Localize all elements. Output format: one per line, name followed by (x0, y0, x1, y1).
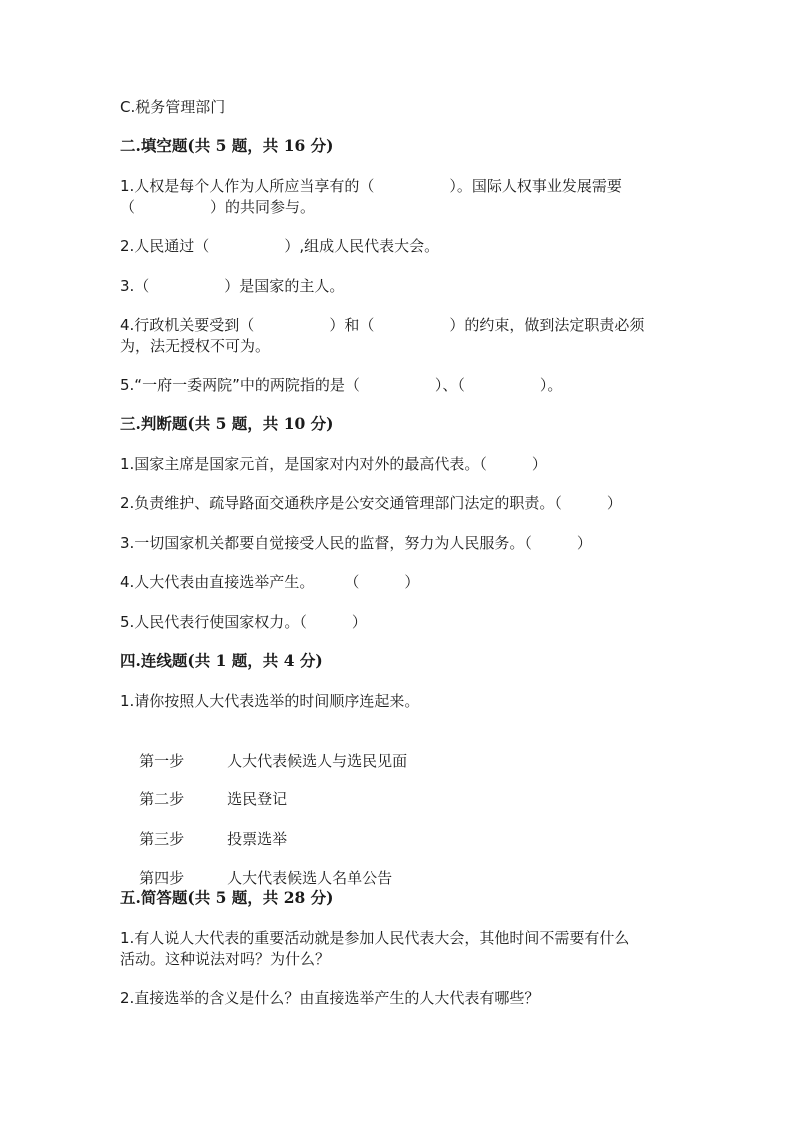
true-false-q5: 5.人民代表行使国家权力。（ ） (120, 613, 367, 631)
fill-blank-q5: 5.“一府一委两院”中的两院指的是（ ）、（ ）。 (120, 376, 563, 394)
matching-item: 人大代表候选人与选民见面 (227, 752, 408, 770)
true-false-q1: 1.国家主席是国家元首，是国家对内对外的最高代表。（ ） (120, 455, 547, 473)
section-heading-fill-blank: 二.填空题(共 5 题，共 16 分) (120, 136, 334, 155)
true-false-q2: 2.负责维护、疏导路面交通秩序是公安交通管理部门法定的职责。（ ） (120, 494, 622, 512)
short-answer-q2: 2.直接选举的含义是什么？由直接选举产生的人大代表有哪些？ (120, 989, 540, 1007)
fill-blank-q1-line1: 1.人权是每个人作为人所应当享有的（ ）。国际人权事业发展需要 (120, 177, 622, 195)
fill-blank-q4-line2: 为，法无授权不可为。 (120, 337, 271, 355)
short-answer-q1-line2: 活动。这种说法对吗？为什么？ (120, 950, 331, 968)
section-heading-short-answer: 五.简答题(共 5 题，共 28 分) (120, 888, 334, 907)
fill-blank-q4-line1: 4.行政机关要受到（ ）和（ ）的约束，做到法定职责必须 (120, 316, 645, 334)
matching-item: 投票选举 (227, 830, 288, 848)
matching-step-label: 第一步 (139, 752, 185, 770)
true-false-q4: 4.人大代表由直接选举产生。 （ ） (120, 573, 420, 591)
matching-step-label: 第四步 (139, 869, 185, 887)
fill-blank-q3: 3.（ ）是国家的主人。 (120, 277, 345, 295)
matching-item: 选民登记 (227, 790, 288, 808)
short-answer-q1-line1: 1.有人说人大代表的重要活动就是参加人民代表大会，其他时间不需要有什么 (120, 929, 630, 947)
option-c: C.税务管理部门 (120, 98, 226, 116)
section-heading-true-false: 三.判断题(共 5 题，共 10 分) (120, 414, 334, 433)
matching-q1: 1.请你按照人大代表选举的时间顺序连起来。 (120, 692, 420, 710)
true-false-q3: 3.一切国家机关都要自觉接受人民的监督，努力为人民服务。（ ） (120, 534, 592, 552)
matching-item: 人大代表候选人名单公告 (227, 869, 393, 887)
fill-blank-q2: 2.人民通过（ ）,组成人民代表大会。 (120, 237, 440, 255)
matching-step-label: 第三步 (139, 830, 185, 848)
section-heading-matching: 四.连线题(共 1 题，共 4 分) (120, 651, 323, 670)
matching-step-label: 第二步 (139, 790, 185, 808)
fill-blank-q1-line2: （ ）的共同参与。 (120, 198, 316, 216)
